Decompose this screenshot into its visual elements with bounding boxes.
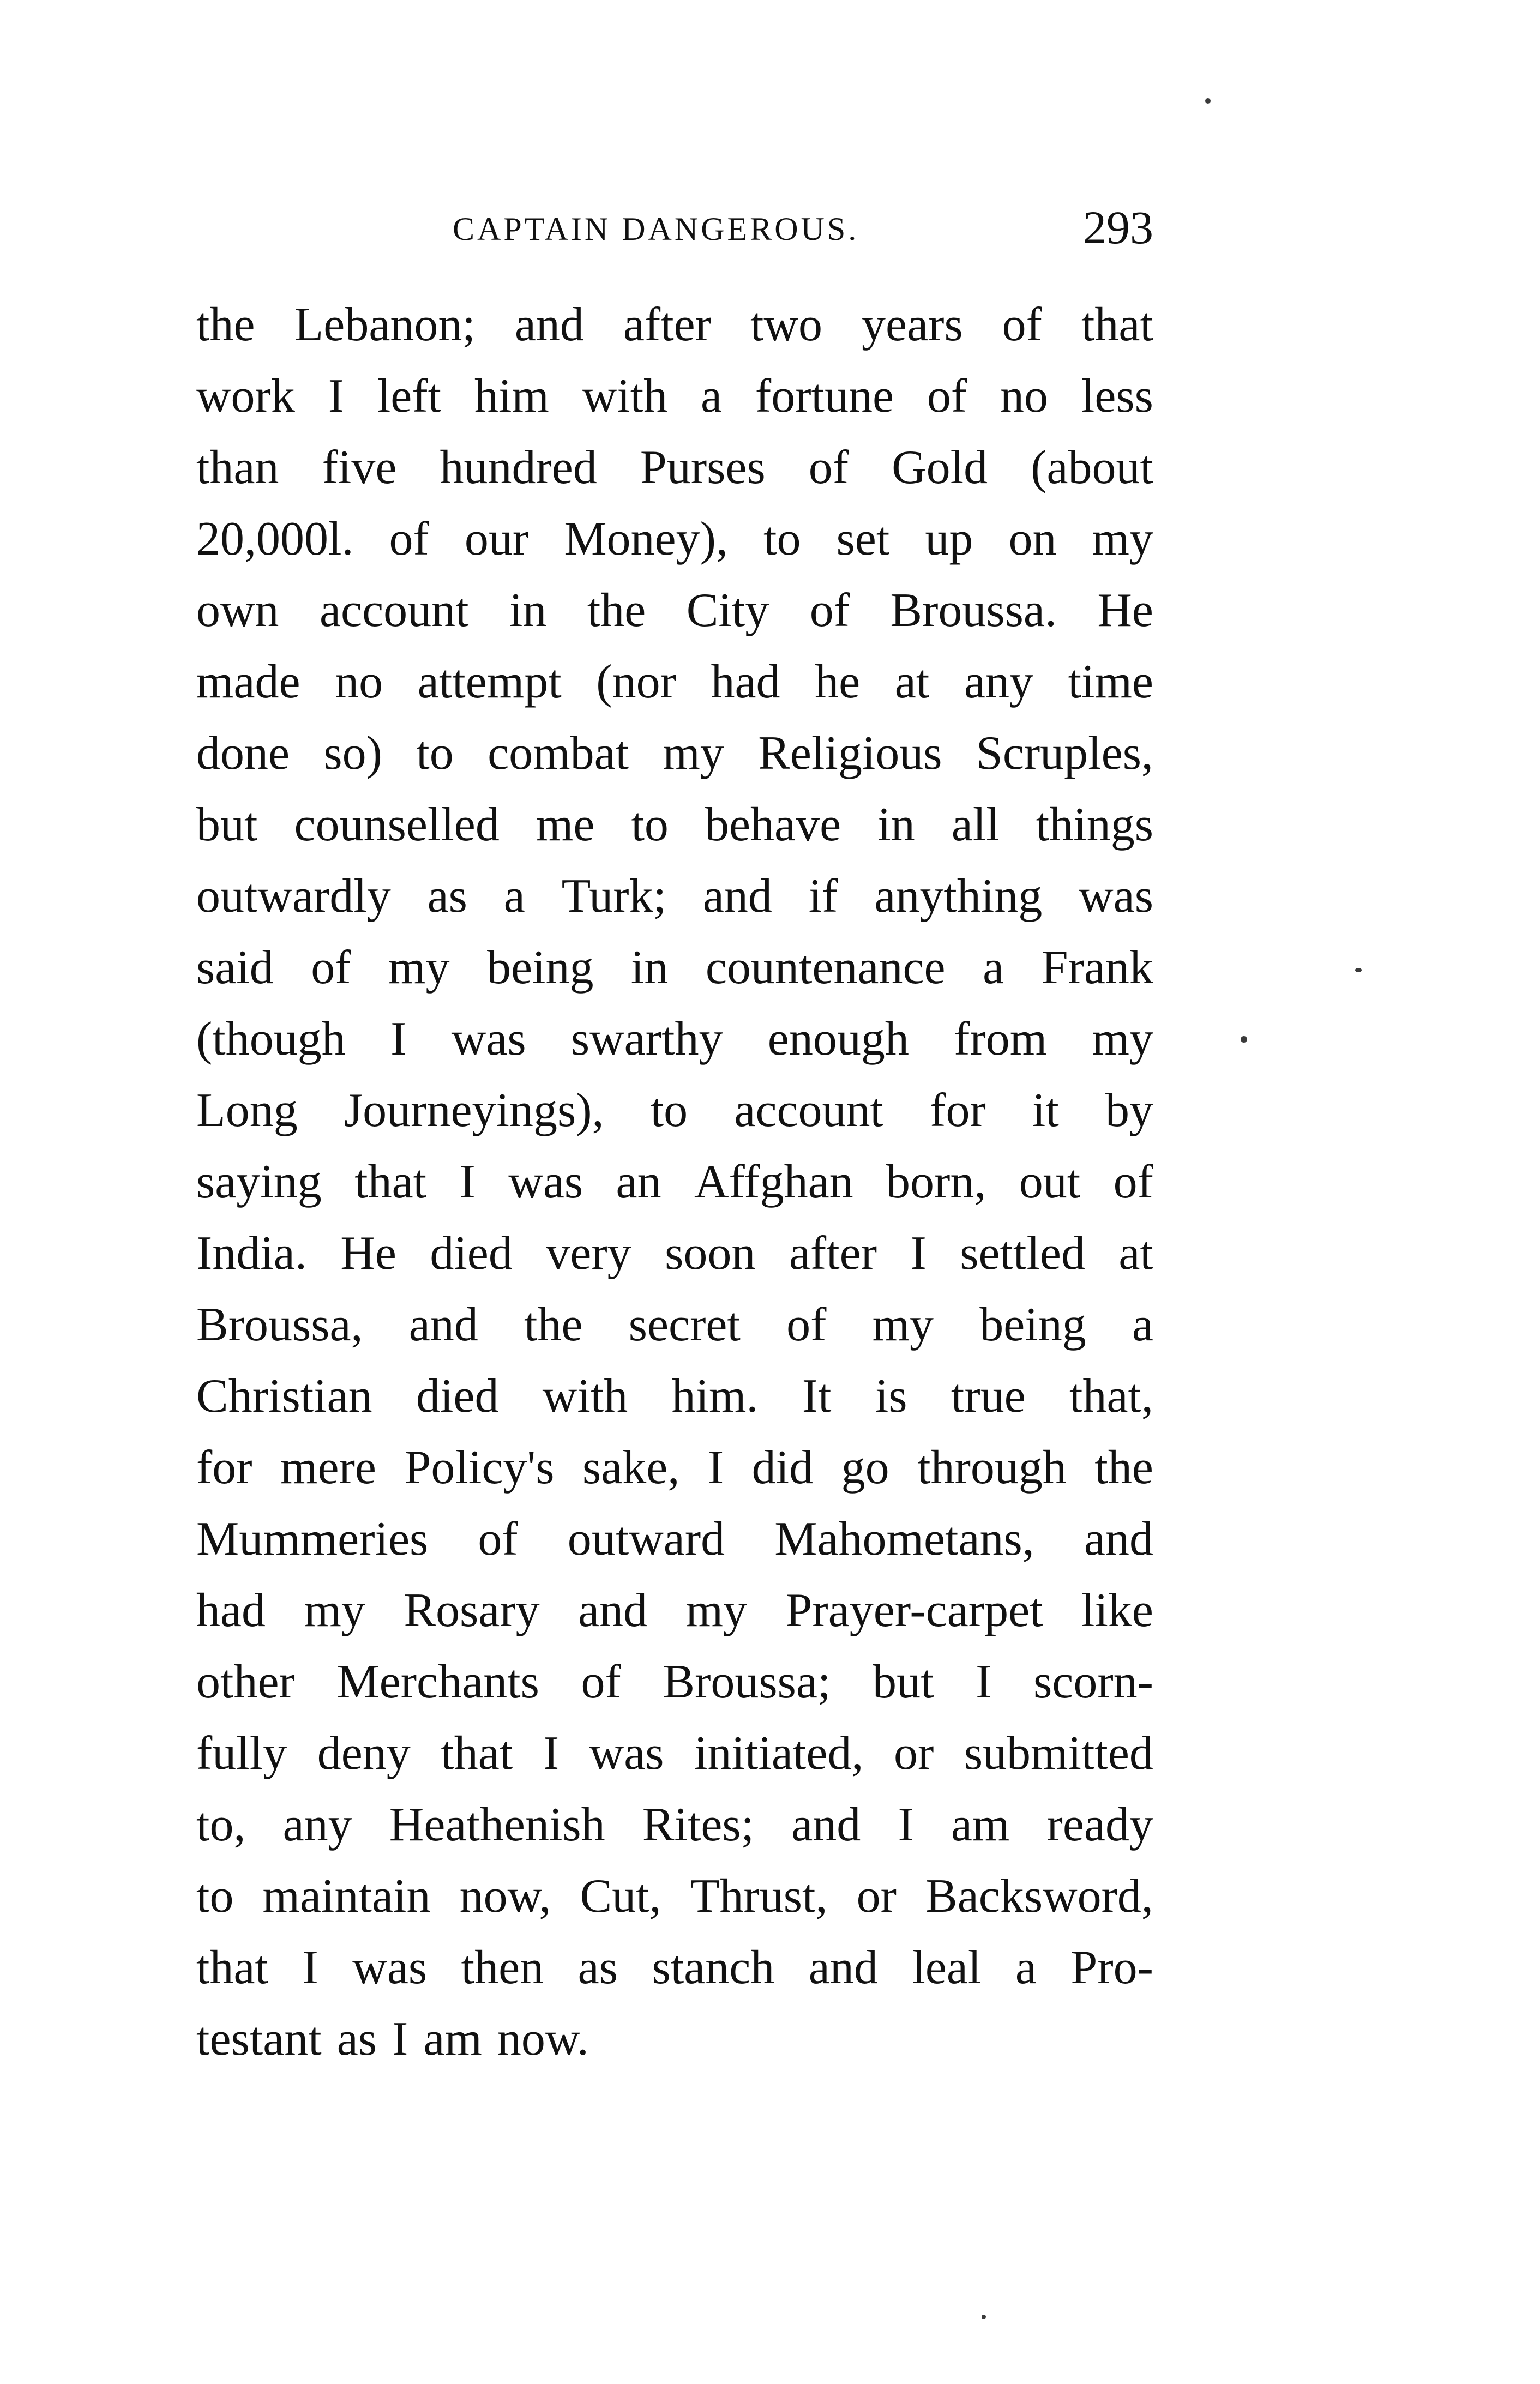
page-header: [196, 201, 1153, 254]
text-line: the Lebanon; and after two years of that: [196, 298, 1153, 351]
text-line: for mere Policy's sake, I did go through the: [196, 1441, 1153, 1494]
text-line: 20,000l. of our Money), to set up on my: [196, 513, 1153, 565]
text-line: Mummeries of outward Mahometans, and: [196, 1513, 1153, 1566]
text-line: India. He died very soon after I settled at: [196, 1227, 1153, 1280]
text-line: Broussa, and the secret of my being a: [196, 1298, 1153, 1351]
running-head: CAPTAIN DANGEROUS.: [453, 211, 859, 247]
page-number: 293: [1083, 201, 1153, 254]
scan-speck: [1241, 1036, 1247, 1043]
text-line: other Merchants of Broussa; but I scorn-: [196, 1655, 1153, 1708]
scan-speck: [1355, 968, 1362, 972]
text-line: work I left him with a fortune of no less: [196, 370, 1153, 423]
text-line: to, any Heathenish Rites; and I am ready: [196, 1798, 1153, 1851]
text-line: saying that I was an Affghan born, out of: [196, 1155, 1153, 1208]
text-line: outwardly as a Turk; and if anything was: [196, 870, 1153, 923]
text-line: but counselled me to behave in all things: [196, 798, 1153, 851]
text-line: (though I was swarthy enough from my: [196, 1013, 1153, 1065]
text-line: made no attempt (nor had he at any time: [196, 655, 1153, 708]
text-line: done so) to combat my Religious Scruples,: [196, 727, 1153, 780]
text-line: to maintain now, Cut, Thrust, or Backsword,: [196, 1870, 1153, 1923]
text-line: fully deny that I was initiated, or submitted: [196, 1727, 1153, 1780]
text-line: Long Journeyings), to account for it by: [196, 1084, 1153, 1137]
scan-speck: [1205, 98, 1211, 104]
text-line: had my Rosary and my Prayer-carpet like: [196, 1584, 1153, 1637]
text-line: own account in the City of Broussa. He: [196, 584, 1153, 637]
text-line: than five hundred Purses of Gold (about: [196, 441, 1153, 494]
text-line: Christian died with him. It is true that,: [196, 1370, 1153, 1423]
text-line: said of my being in countenance a Frank: [196, 941, 1153, 994]
body-text: [196, 289, 1153, 2075]
text-line: that I was then as stanch and leal a Pro-: [196, 1941, 1153, 1994]
scan-speck: [982, 2315, 986, 2319]
text-line: testant as I am now.: [196, 2013, 589, 2066]
